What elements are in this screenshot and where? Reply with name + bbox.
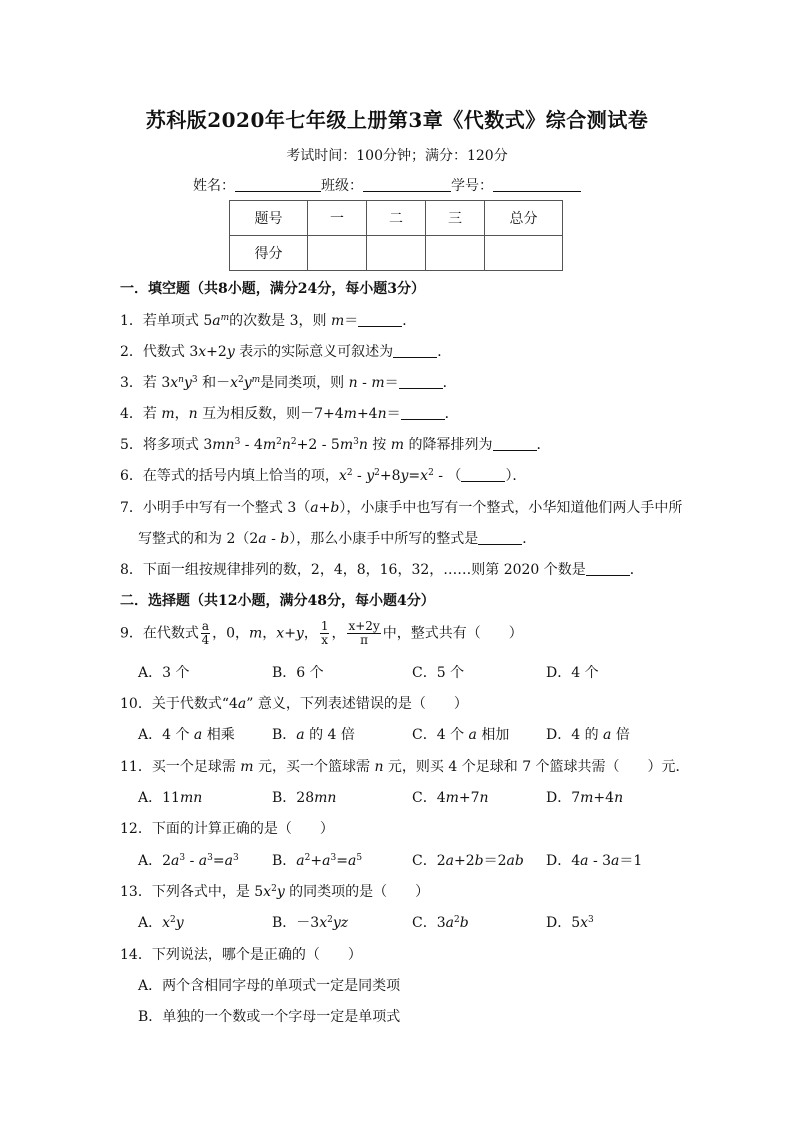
- answer-blank[interactable]: [493, 437, 537, 451]
- score-table-cell: 三: [426, 201, 485, 236]
- option-a[interactable]: A．$x^2y$: [138, 915, 184, 931]
- name-blank[interactable]: [235, 177, 321, 192]
- answer-blank[interactable]: [358, 313, 402, 327]
- option-c[interactable]: C．4 个 a 相加: [412, 727, 510, 743]
- section1-heading: 一．填空题（共8小题，满分24分，每小题3分）: [120, 281, 425, 297]
- answer-blank[interactable]: [586, 562, 630, 576]
- score-table-cell: 一: [308, 201, 367, 236]
- option-b[interactable]: B．单独的一个数或一个字母一定是单项式: [138, 1009, 401, 1025]
- id-blank[interactable]: [493, 177, 581, 192]
- score-table-cell: 总分: [485, 201, 563, 236]
- score-input-cell[interactable]: [367, 236, 426, 271]
- answer-blank[interactable]: [401, 406, 445, 420]
- name-label: 姓名：: [193, 178, 235, 194]
- fraction: $\frac{x+2y}{\pi}$: [348, 619, 380, 647]
- score-table-cell: 题号: [230, 201, 308, 236]
- question-3: 3．若 $3x^ny^3$ 和$-x^2y^m$是同类项，则 n - m＝ ．: [120, 375, 457, 391]
- student-info-row: [193, 175, 581, 195]
- score-input-cell[interactable]: [308, 236, 367, 271]
- question-11: 11．买一个足球需 m 元，买一个篮球需 n 元，则买 4 个足球和 7 个篮球共需（ ）元．: [120, 759, 690, 775]
- question-10: 10．关于代数式“4a” 意义，下列表述错误的是（ ）: [120, 696, 468, 712]
- question-9: 9．在代数式 $\frac{a}{4}$ ，0，m，x+y， $\frac{1}{x}$ ， $\frac{x+2y}{\pi}$ 中，整式共有（ ）: [120, 619, 523, 647]
- option-d[interactable]: D．4a - 3a＝1: [546, 853, 643, 869]
- question-12: 12．下面的计算正确的是（ ）: [120, 821, 334, 837]
- score-input-cell[interactable]: [426, 236, 485, 271]
- question-1: 1．若单项式 $5a^m$的次数是 3，则 m＝ ．: [120, 313, 417, 329]
- score-table: [229, 200, 563, 271]
- exam-title: 苏科版2020年七年级上册第3章《代数式》综合测试卷: [145, 108, 649, 132]
- question-4: 4．若 m，n 互为相反数，则－7+4m+4n＝ ．: [120, 406, 459, 422]
- score-table-row-header: [230, 201, 563, 236]
- section2-heading: 二．选择题（共12小题，满分48分，每小题4分）: [120, 593, 435, 609]
- option-b[interactable]: B．$a^2+a^3=a^5$: [272, 853, 363, 869]
- class-label: 班级：: [321, 178, 363, 194]
- option-c[interactable]: C．4m+7n: [412, 790, 489, 806]
- answer-blank[interactable]: [399, 375, 443, 389]
- id-label: 学号：: [451, 178, 493, 194]
- option-b[interactable]: B．$-3x^2yz$: [272, 915, 349, 931]
- answer-blank[interactable]: [461, 468, 505, 482]
- question-8: 8．下面一组按规律排列的数，2，4，8，16，32，……则第 2020 个数是 ．: [120, 562, 644, 578]
- option-a[interactable]: A．两个含相同字母的单项式一定是同类项: [138, 978, 401, 994]
- option-d[interactable]: D．7m+4n: [546, 790, 624, 806]
- question-5: 5．将多项式 $3mn^3 - 4m^2n^2+2 - 5m^3n$ 按 m 的降幂排列为 ．: [120, 437, 551, 453]
- score-table-cell: 得分: [230, 236, 308, 271]
- option-d[interactable]: D．4 的 a 倍: [546, 727, 630, 743]
- answer-blank[interactable]: [478, 531, 522, 545]
- fraction: $\frac{a}{4}$: [201, 619, 210, 647]
- option-d[interactable]: D．$5x^3$: [546, 915, 594, 931]
- question-7: 7．小明手中写有一个整式 3（a+b），小康手中也写有一个整式，小华知道他们两人手中所: [120, 500, 683, 516]
- class-blank[interactable]: [363, 177, 451, 192]
- question-2: 2．代数式 3x+2y 表示的实际意义可叙述为 ．: [120, 344, 452, 360]
- question-14: 14．下列说法，哪个是正确的（ ）: [120, 947, 362, 963]
- fraction: $\frac{1}{x}$: [320, 619, 329, 647]
- option-d[interactable]: D．4 个: [546, 665, 599, 681]
- option-a[interactable]: A．3 个: [138, 665, 190, 681]
- question-13: 13．下列各式中，是 $5x^2y$ 的同类项的是（ ）: [120, 884, 430, 900]
- score-table-row-score: [230, 236, 563, 271]
- answer-blank[interactable]: [393, 344, 437, 358]
- option-b[interactable]: B．6 个: [272, 665, 324, 681]
- option-c[interactable]: C．$3a^2b$: [412, 915, 469, 931]
- question-6: 6．在等式的括号内填上恰当的项，$x^2 - y^2+8y=x^2$ - （ ）．: [120, 468, 527, 484]
- option-c[interactable]: C．5 个: [412, 665, 465, 681]
- option-b[interactable]: B．a 的 4 倍: [272, 727, 355, 743]
- option-a[interactable]: A．11mn: [138, 790, 203, 806]
- option-a[interactable]: A．$2a^3 - a^3=a^3$: [138, 853, 239, 869]
- question-7-continued: 写整式的和为 2（2a - b），那么小康手中所写的整式是 ．: [138, 531, 537, 547]
- option-c[interactable]: C．2a+2b＝2ab: [412, 853, 524, 869]
- score-input-cell[interactable]: [485, 236, 563, 271]
- option-a[interactable]: A．4 个 a 相乘: [138, 727, 235, 743]
- score-table-cell: 二: [367, 201, 426, 236]
- option-b[interactable]: B．28mn: [272, 790, 337, 806]
- exam-subtitle: 考试时间：100分钟；满分：120分: [286, 148, 508, 164]
